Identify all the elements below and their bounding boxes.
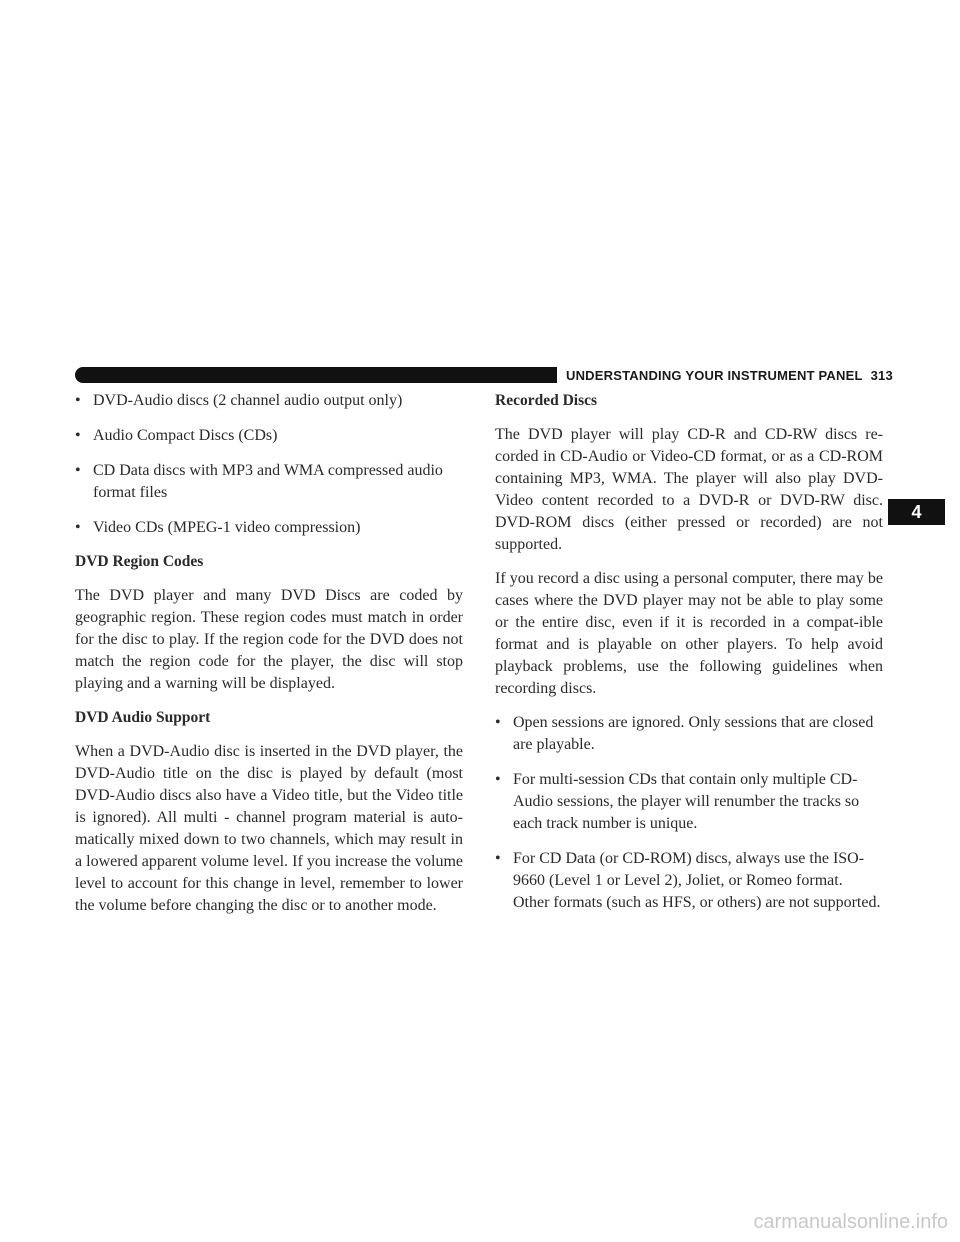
list-item: • For multi-session CDs that contain only multiple CD-Audio sessions, the player will renumber the tracks so each track number is unique.	[495, 771, 860, 832]
recorded-discs-paragraph: The DVD player will play CD-R and CD-RW discs re-corded in CD-Audio or Video-CD format, or as a CD-ROM containing MP3, WMA. The player will also play DVD-Video content recorded to a DVD-R or DVD-RW disc. DVD-ROM discs (either pressed or recorded) are not supported.	[495, 426, 883, 553]
chapter-tab: 4	[888, 499, 945, 525]
bullet-icon: •	[495, 850, 501, 867]
recording-guidelines-list	[495, 712, 883, 914]
recording-guidelines-paragraph: If you record a disc using a personal computer, there may be cases where the DVD player may not be able to play some or the entire disc, even if it is recorded in a compat-ible format and is playable on other players. To help avoid playback problems, use the following guidelines when recording discs.	[495, 570, 883, 697]
list-item: • Open sessions are ignored. Only sessions that are closed are playable.	[495, 714, 874, 753]
region-codes-paragraph: The DVD player and many DVD Discs are coded by geographic region. These region codes must match in order for the disc to play. If the region code for the DVD does not match the region code for the player, the disc will stop playing and a warning will be displayed.	[75, 587, 463, 692]
list-item: • Video CDs (MPEG-1 video compression)	[75, 517, 463, 539]
left-column	[75, 390, 463, 929]
audio-support-heading: DVD Audio Support	[75, 709, 211, 726]
header-title: UNDERSTANDING YOUR INSTRUMENT PANEL	[566, 368, 863, 383]
list-item: • CD Data discs with MP3 and WMA compressed audio format files	[75, 462, 443, 501]
bullet-icon: •	[75, 392, 81, 409]
recorded-discs-heading: Recorded Discs	[495, 392, 598, 409]
bullet-icon: •	[75, 519, 81, 536]
list-item: • For CD Data (or CD-ROM) discs, always use the ISO-9660 (Level 1 or Level 2), Joliet, or Romeo format. Other formats (such as HFS, or others) are not supported.	[495, 850, 881, 911]
running-header	[566, 368, 893, 383]
page-number: 313	[870, 368, 893, 383]
list-item: • Audio Compact Discs (CDs)	[75, 425, 463, 447]
region-codes-heading: DVD Region Codes	[75, 553, 204, 570]
bullet-icon: •	[495, 771, 501, 788]
header-rule-bar	[75, 367, 557, 383]
right-column	[495, 390, 883, 926]
bullet-icon: •	[495, 714, 501, 731]
disc-type-list	[75, 390, 463, 539]
audio-support-paragraph: When a DVD-Audio disc is inserted in the DVD player, the DVD-Audio title on the disc is played by default (most DVD-Audio discs also have a Video title, but the Video title is ignored). All multi - channel program material is auto-matically mixed down to two channels, which may result in a lowered apparent volume level. If you increase the volume level to account for this change in level, remember to lower the volume before changing the disc or to another mode.	[75, 743, 463, 914]
bullet-icon: •	[75, 427, 81, 444]
watermark: carmanualsonline.info	[753, 1211, 948, 1233]
bullet-icon: •	[75, 462, 81, 479]
list-item: • DVD-Audio discs (2 channel audio output only)	[75, 390, 463, 412]
